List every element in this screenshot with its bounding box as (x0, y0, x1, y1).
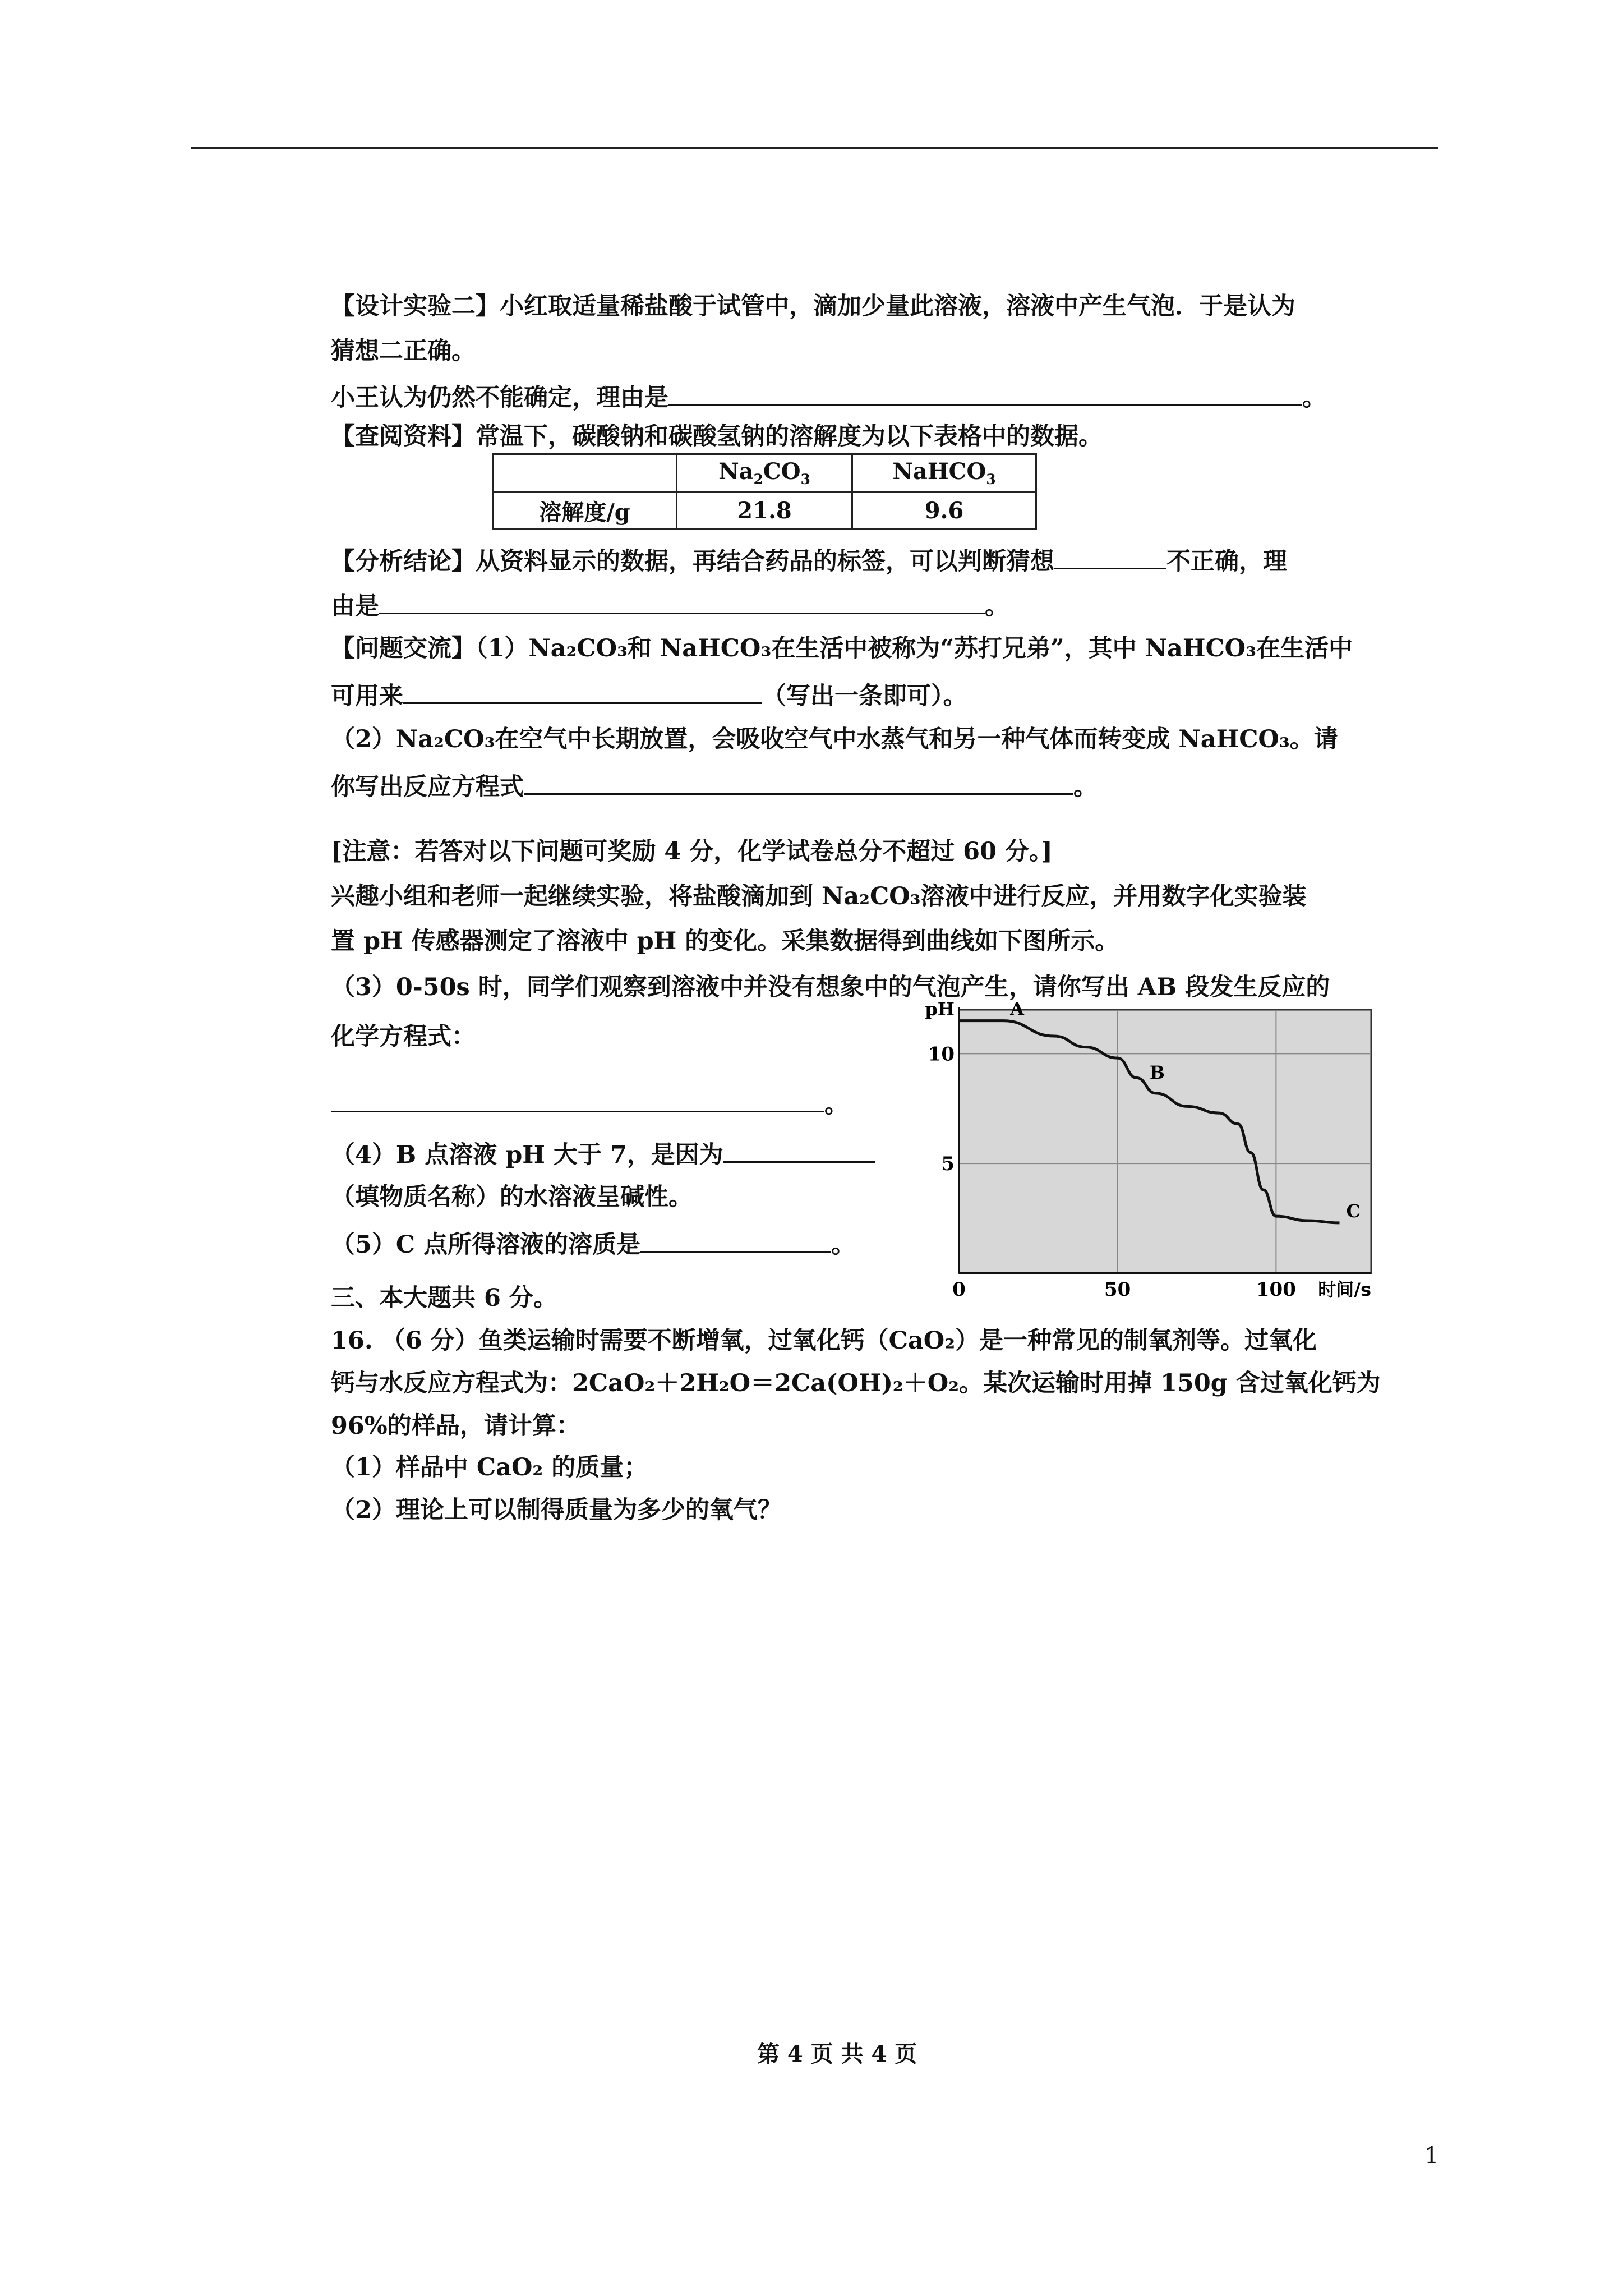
x-tick-label: 50 (1104, 1278, 1131, 1301)
analysis-line1 (331, 543, 1287, 577)
design2-line1: 【设计实验二】小红取适量稀盐酸于试管中，滴加少量此溶液，溶液中产生气泡．于是认为 (331, 292, 1295, 320)
exchange-line4 (331, 769, 1098, 803)
analysis-line2 (331, 588, 1009, 622)
design2-reason-line (331, 379, 1326, 413)
q5-line (331, 1226, 855, 1260)
analysis-line1-prefix: 【分析结论】从资料显示的数据，再结合药品的标签，可以判断猜想 (331, 547, 1054, 576)
y-tick-label: 10 (928, 1043, 955, 1066)
q4-line1 (331, 1137, 875, 1171)
q16-line3: 96%的样品，请计算： (331, 1412, 580, 1440)
q16-sub1: （1）样品中 CaO₂ 的质量； (331, 1453, 648, 1481)
exchange-line1: 【问题交流】（1）Na₂CO₃和 NaHCO₃在生活中被称为“苏打兄弟”，其中 NaHCO₃在生活中 (331, 634, 1353, 662)
q3-suffix: 。 (824, 1091, 849, 1119)
table-value-nahco3: 9.6 (852, 492, 1036, 530)
q3-line1: （3）0-50s 时，同学们观察到溶液中并没有想象中的气泡产生，请你写出 AB 段发生反应的 (331, 973, 1330, 1001)
design2-line2: 猜想二正确。 (331, 337, 476, 365)
page-number: 1 (1424, 2143, 1439, 2169)
point-label-a: A (1010, 998, 1024, 1020)
solubility-table (492, 453, 1037, 530)
table-row (493, 492, 1036, 530)
q4-answer-blank[interactable] (723, 1137, 875, 1163)
plot-area (959, 1010, 1371, 1273)
exchange-line2-prefix: 可用来 (331, 682, 403, 710)
bonus-intro-line2: 置 pH 传感器测定了溶液中 pH 的变化。采集数据得到曲线如下图所示。 (331, 927, 1119, 955)
exchange-line2 (331, 678, 967, 712)
analysis-line1-suffix: 不正确，理 (1166, 547, 1287, 576)
x-tick-label: 0 (952, 1278, 966, 1301)
q16-line2: 钙与水反应方程式为：2CaO₂＋2H₂O＝2Ca(OH)₂＋O₂。某次运输时用掉 150g 含过氧化钙为 (331, 1369, 1381, 1397)
analysis-line2-prefix: 由是 (331, 592, 379, 620)
exchange-line4-prefix: 你写出反应方程式 (331, 773, 524, 801)
q16-sub2: （2）理论上可以制得质量为多少的氧气？ (331, 1496, 782, 1524)
exchange-line4-suffix: 。 (1073, 773, 1098, 801)
table-header-row (493, 454, 1036, 492)
exchange-line3: （2）Na₂CO₃在空气中长期放置，会吸收空气中水蒸气和另一种气体而转变成 NaHCO₃。请 (331, 725, 1338, 753)
exchange-line2-suffix: （写出一条即可）。 (762, 682, 967, 710)
table-header-nahco3: NaHCO$_3$ (852, 454, 1036, 492)
q4-prefix: （4）B 点溶液 pH 大于 7，是因为 (331, 1141, 723, 1169)
q3-answer-blank[interactable] (331, 1086, 824, 1112)
x-tick-label: 100 (1256, 1278, 1296, 1301)
equation-answer-blank[interactable] (524, 769, 1073, 795)
table-header-na2co3: $Na_2CO_3$ (677, 454, 852, 492)
table-value-na2co3: 21.8 (677, 492, 852, 530)
analysis-line2-suffix: 。 (985, 592, 1009, 620)
nahco3-use-blank[interactable] (403, 678, 762, 704)
point-label-b: B (1149, 1062, 1165, 1084)
header-rule (191, 147, 1438, 149)
q3-answer-line (331, 1086, 849, 1120)
bonus-note: [注意：若答对以下问题可奖励 4 分，化学试卷总分不超过 60 分。] (331, 838, 1053, 866)
section3-title: 三、本大题共 6 分。 (331, 1284, 557, 1312)
table-row-label: 溶解度/g (493, 492, 677, 530)
page-footer: 第 4 页 共 4 页 (757, 2041, 917, 2067)
y-tick-label: 5 (941, 1153, 955, 1176)
point-label-c: C (1346, 1200, 1361, 1222)
q16-line1: 16. （6 分）鱼类运输时需要不断增氧，过氧化钙（CaO₂）是一种常见的制氧剂等。过氧化 (331, 1327, 1317, 1355)
table-header-empty (493, 454, 677, 492)
design2-reason-suffix: 。 (1302, 384, 1326, 412)
q5-suffix: 。 (831, 1231, 856, 1259)
bonus-intro-line1: 兴趣小组和老师一起继续实验，将盐酸滴加到 Na₂CO₃溶液中进行反应，并用数字化实验装 (331, 882, 1307, 910)
reason-answer-blank[interactable] (668, 379, 1302, 406)
q3-line2: 化学方程式： (331, 1023, 476, 1051)
design2-reason-prefix: 小王认为仍然不能确定，理由是 (331, 384, 668, 412)
ph-chart (925, 998, 1380, 1301)
y-axis-label: pH (925, 999, 955, 1020)
lookup-line: 【查阅资料】常温下，碳酸钠和碳酸氢钠的溶解度为以下表格中的数据。 (331, 422, 1103, 450)
analysis-reason-blank[interactable] (379, 588, 985, 614)
q4-line2: （填物质名称）的水溶液呈碱性。 (331, 1183, 693, 1211)
q5-prefix: （5）C 点所得溶液的溶质是 (331, 1231, 641, 1259)
x-axis-label: 时间/s (1318, 1279, 1371, 1300)
wrong-guess-blank[interactable] (1054, 543, 1166, 569)
q5-answer-blank[interactable] (640, 1226, 831, 1253)
